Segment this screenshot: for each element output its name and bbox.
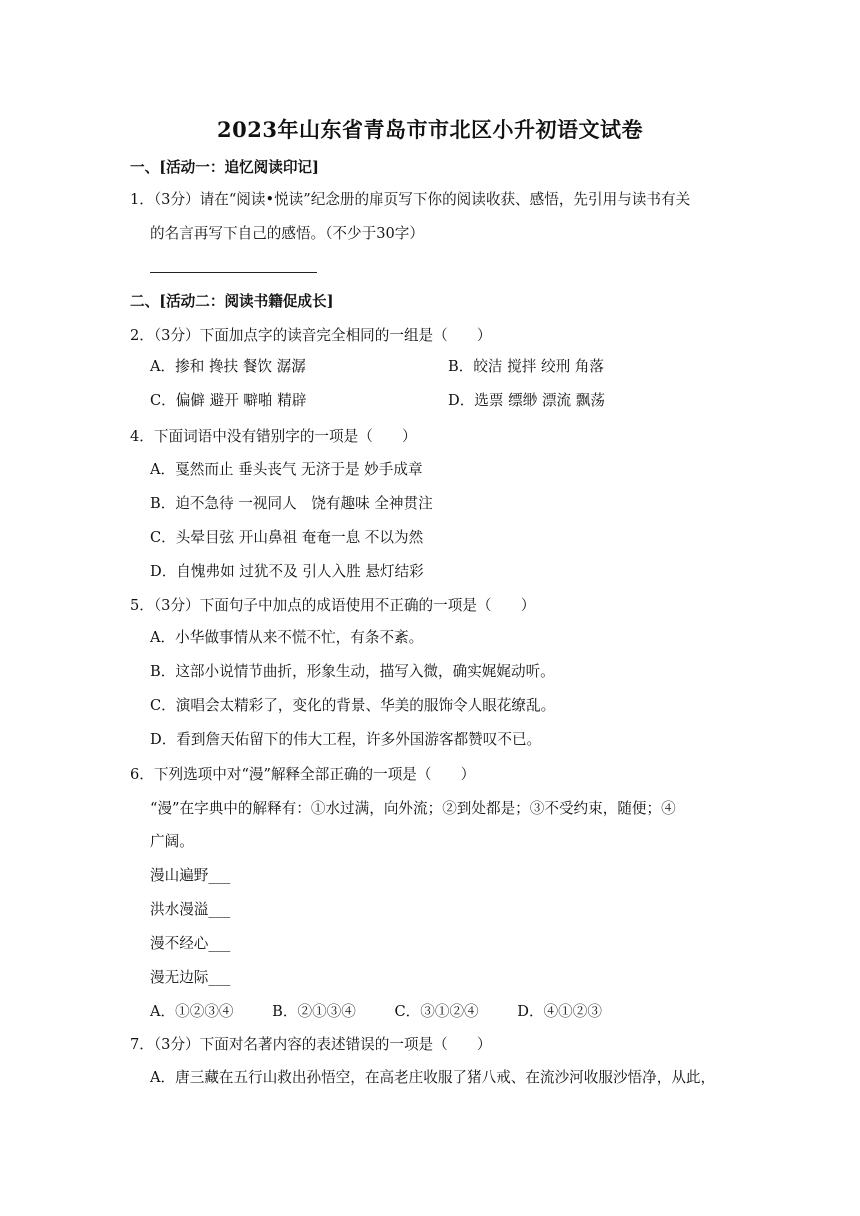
q6-word-2: 洪水漫溢___ [150, 901, 231, 918]
q4-option-c: C．头晕目弦 开山鼻祖 奄奄一息 不以为然 [150, 529, 424, 546]
q6-word-1: 漫山遍野___ [150, 867, 231, 884]
q6-word-4: 漫无边际___ [150, 969, 231, 986]
q4-option-a: A．戛然而止 垂头丧气 无济于是 妙手成章 [150, 461, 423, 478]
q1-line1: 1．（3分）请在“阅读•悦读”纪念册的扉页写下你的阅读收获、感悟，先引用与读书有关 [130, 191, 691, 208]
q6-options [150, 1002, 602, 1022]
q5-option-b: B．这部小说情节曲折，形象生动，描写入微，确实娓娓动听。 [150, 663, 555, 680]
q6-explanation-line2: 广阔。 [150, 833, 194, 850]
q4-option-b: B．迫不急待 一视同人 饶有趣味 全神贯注 [150, 495, 433, 512]
page-title: 2023年山东省青岛市市北区小升初语文试卷 [217, 117, 643, 142]
q6-option-a: A．①②③④ [150, 1003, 234, 1020]
q5-option-c: C．演唱会太精彩了，变化的背景、华美的服饰令人眼花缭乱。 [150, 697, 556, 714]
q6-stem: 6．下列选项中对“漫”解释全部正确的一项是（ ） [130, 766, 476, 783]
q5-option-d: D．看到詹天佑留下的伟大工程，许多外国游客都赞叹不已。 [150, 731, 542, 748]
q2-option-c: C．偏僻 避开 噼啪 精辟 [150, 392, 307, 409]
q6-option-b: B．②①③④ [272, 1003, 356, 1020]
q1-answer-blank[interactable] [150, 272, 317, 273]
q6-explanation-line1: “漫”在字典中的解释有：①水过满，向外流；②到处都是；③不受约束，随便；④ [150, 800, 676, 817]
q2-option-a: A．掺和 搀扶 餐饮 潺潺 [150, 358, 306, 375]
q2-stem: 2．（3分）下面加点字的读音完全相同的一组是（ ） [130, 327, 492, 344]
q1-line2: 的名言再写下自己的感悟。（不少于30字） [150, 225, 424, 242]
section-2-heading: 二、[活动二：阅读书籍促成长] [130, 293, 334, 310]
q5-option-a: A．小华做事情从来不慌不忙，有条不紊。 [150, 629, 424, 646]
q7-stem: 7．（3分）下面对名著内容的表述错误的一项是（ ） [130, 1036, 492, 1053]
q6-option-d: D．④①②③ [517, 1003, 602, 1020]
q6-option-c: C．③①②④ [394, 1003, 479, 1020]
section-1-heading: 一、[活动一：追忆阅读印记] [130, 159, 319, 176]
q2-option-b: B．皎洁 搅拌 绞刑 角落 [448, 358, 604, 375]
q4-stem: 4．下面词语中没有错别字的一项是（ ） [130, 428, 417, 445]
q2-option-d: D．选票 缥缈 漂流 飘荡 [448, 392, 605, 409]
q4-option-d: D．自愧弗如 过犹不及 引人入胜 悬灯结彩 [150, 563, 424, 580]
q5-stem: 5．（3分）下面句子中加点的成语使用不正确的一项是（ ） [130, 597, 536, 614]
q7-option-a: A．唐三藏在五行山救出孙悟空，在高老庄收服了猪八戒、在流沙河收服沙悟净，从此， [150, 1069, 716, 1086]
q6-word-3: 漫不经心___ [150, 935, 231, 952]
